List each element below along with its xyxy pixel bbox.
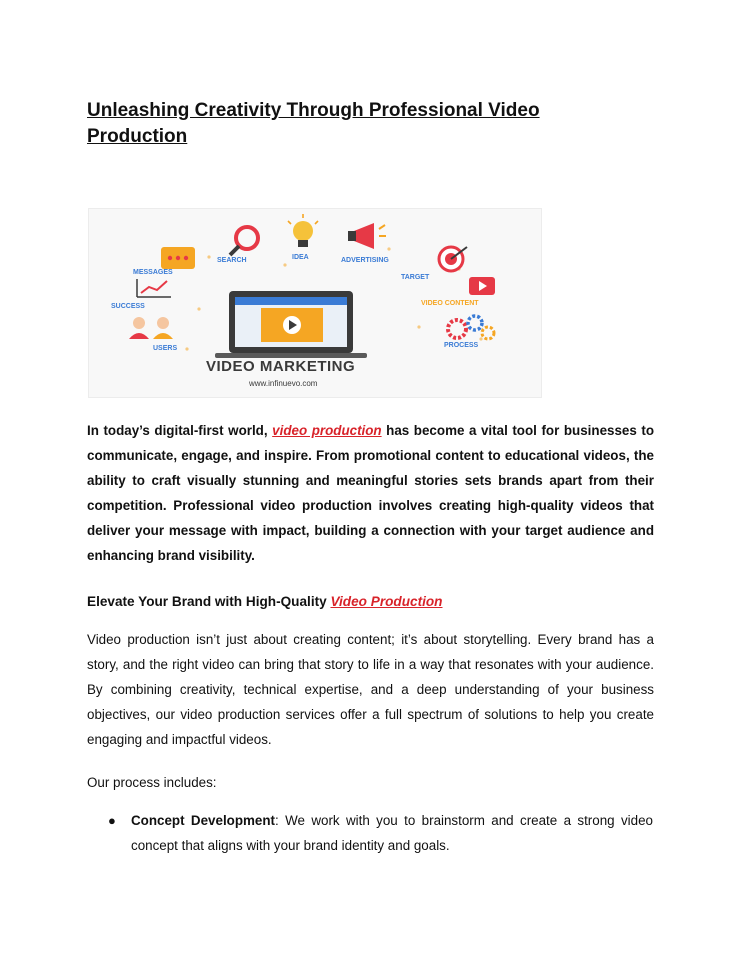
label-users: USERS: [153, 345, 178, 352]
success-chart-icon: [137, 279, 171, 297]
video-content-icon: [469, 277, 495, 295]
messages-icon: [161, 247, 195, 269]
intro-paragraph: [87, 418, 654, 568]
target-icon: [439, 247, 467, 271]
section-body-paragraph: Video production isn’t just about creating content; it’s about storytelling. Every brand has a story, and the right video can bring that story to life in a way that resonates with your audience. By combining creativity, technical expertise, and a deep understanding of your business objectives, our video production services offer a full spectrum of solutions to help you create engaging and impactful videos.: [87, 632, 654, 747]
label-success: SUCCESS: [111, 303, 145, 310]
label-process: PROCESS: [444, 342, 479, 349]
label-idea: IDEA: [292, 254, 309, 261]
label-video-content: VIDEO CONTENT: [421, 300, 479, 307]
illustration-url: www.infinuevo.com: [249, 379, 318, 388]
list-item: [87, 808, 653, 858]
process-list: [87, 808, 653, 858]
label-messages: MESSAGES: [133, 269, 173, 276]
idea-icon: [288, 214, 318, 247]
intro-text-before: In today’s digital-first world,: [87, 423, 273, 438]
section-heading: [87, 591, 443, 613]
video-production-heading-link[interactable]: Video Production: [330, 594, 443, 609]
illustration-heading: VIDEO MARKETING: [206, 358, 356, 375]
label-target: TARGET: [401, 274, 430, 281]
video-marketing-illustration: [88, 208, 542, 398]
laptop-icon: [215, 291, 367, 358]
gears-icon: [448, 316, 494, 339]
users-icon: [129, 317, 173, 339]
label-advertising: ADVERTISING: [341, 257, 389, 264]
bullet-icon: ●: [108, 813, 116, 828]
list-item-term: Concept Development: [131, 813, 276, 828]
search-icon: [230, 227, 258, 255]
section-heading-text: Elevate Your Brand with High-Quality: [87, 594, 331, 609]
megaphone-icon: [348, 223, 386, 249]
label-search: SEARCH: [217, 257, 247, 264]
page-title: Unleashing Creativity Through Professional Video Production: [87, 100, 540, 147]
list-item-text: : We work with you to brainstorm and create a strong video concept that aligns with your brand identity and goals.: [131, 813, 653, 853]
video-production-link[interactable]: video production: [272, 423, 382, 438]
intro-text-after: has become a vital tool for businesses to communicate, engage, and inspire. From promotional content to educational videos, the ability to craft visually stunning and meaningful stories sets brands apart from their competition. Professional video production involves creating high-quality videos that deliver your message with impact, building a connection with your target audience and enhancing brand visibility.: [87, 423, 655, 563]
illustration-svg: [89, 209, 541, 397]
process-intro: Our process includes:: [87, 775, 217, 790]
